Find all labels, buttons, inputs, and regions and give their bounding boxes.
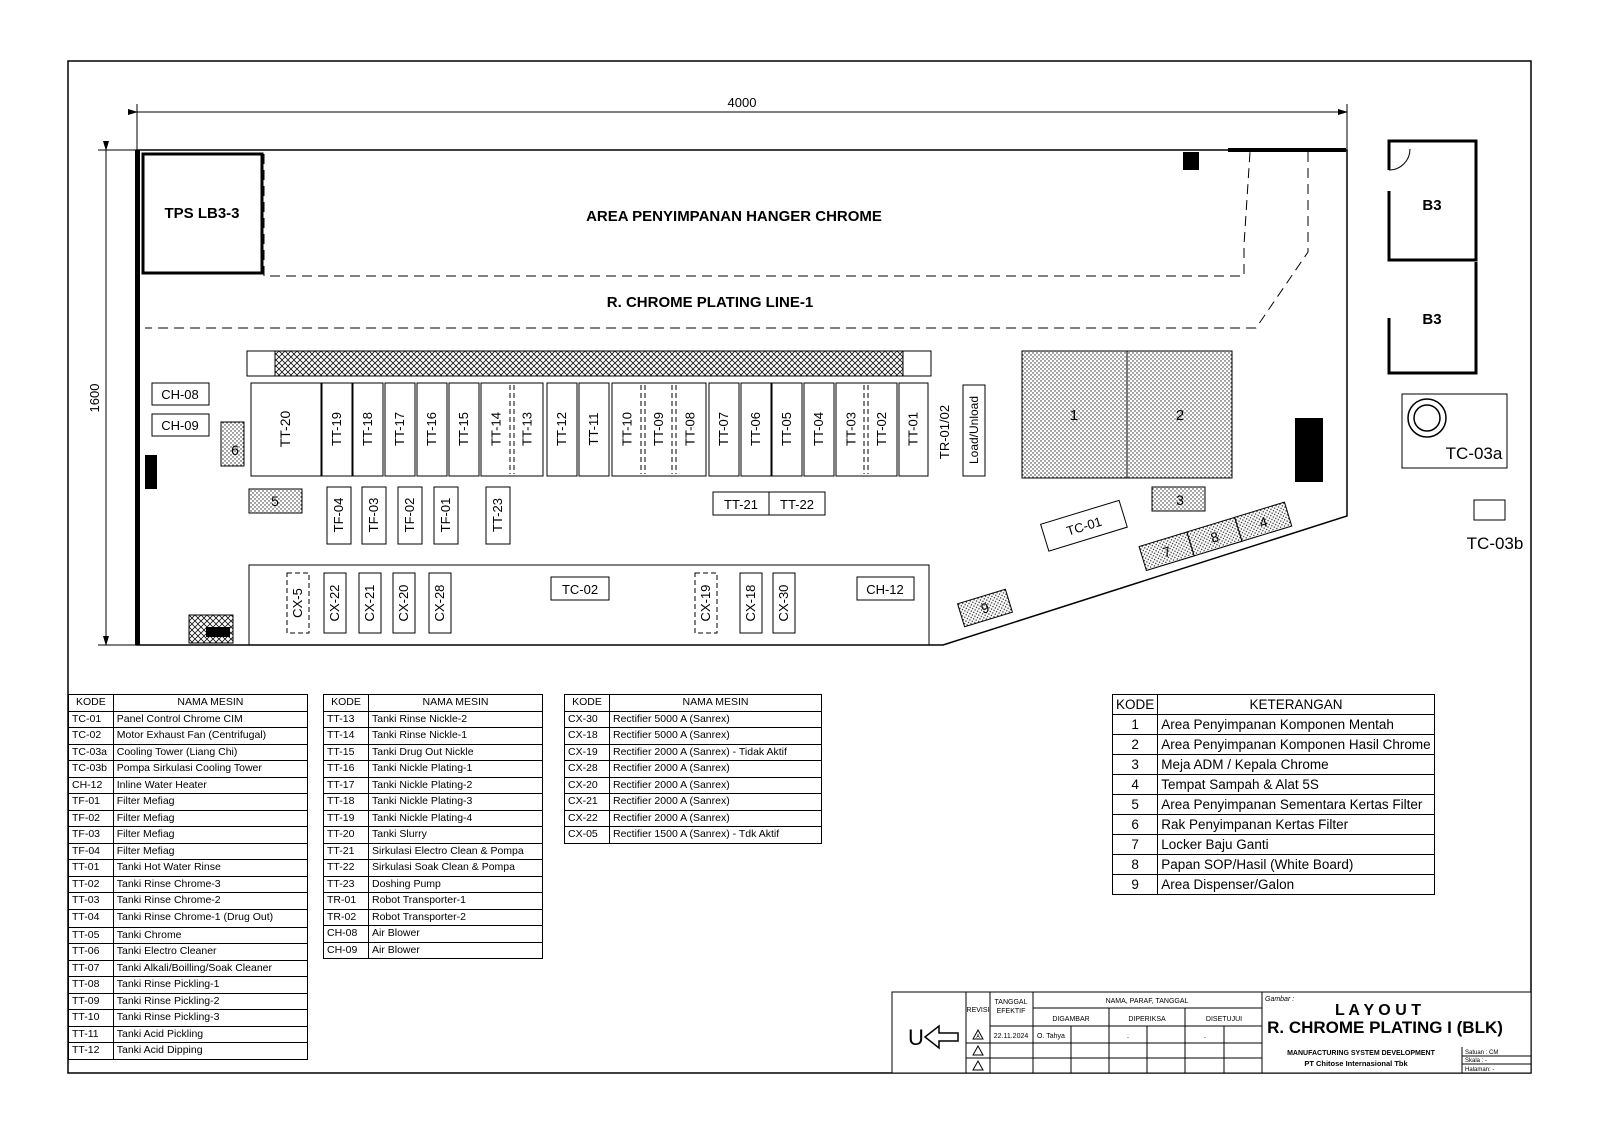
legend-code: TT-01 [69, 860, 114, 877]
legend-name: Area Penyimpanan Komponen Hasil Chrome [1158, 735, 1434, 755]
legend-code: TT-05 [69, 927, 114, 944]
legend-row [565, 794, 822, 811]
tank-label: TT-07 [716, 412, 731, 446]
conveyor-end-right [903, 351, 931, 376]
legend-row [69, 977, 308, 994]
tank-label: TT-03 [843, 412, 859, 446]
legend-name: Tanki Nickle Plating-1 [369, 761, 543, 778]
legend-header-name: NAMA MESIN [610, 695, 822, 712]
legend-code: TT-07 [69, 960, 114, 977]
legend-code: 7 [1113, 835, 1158, 855]
rectifier-label: CX-19 [698, 584, 713, 622]
legend-code: CH-12 [69, 777, 114, 794]
legend-name: Area Penyimpanan Sementara Kertas Filter [1158, 795, 1434, 815]
legend-name: Tempat Sampah & Alat 5S [1158, 775, 1434, 795]
legend-row [1113, 815, 1435, 835]
legend-row [324, 827, 543, 844]
hanger-label: AREA PENYIMPANAN HANGER CHROME [586, 208, 882, 225]
legend-code: TT-20 [324, 827, 369, 844]
ch-08-label: CH-08 [161, 387, 199, 402]
wall-unit [1183, 152, 1199, 170]
tank-label: TT-16 [424, 412, 439, 446]
legend-row [565, 744, 822, 761]
legend-row [69, 761, 308, 778]
legend-row [69, 993, 308, 1010]
legend-code: TT-19 [324, 810, 369, 827]
tank-label: TT-05 [779, 412, 794, 446]
dimension-width-label: 4000 [727, 95, 757, 110]
legend-name: Tanki Drug Out Nickle [369, 744, 543, 761]
legend-name: Filter Mefiag [113, 827, 307, 844]
tank-label: TT-06 [748, 412, 763, 446]
tank-label: TT-01 [905, 412, 921, 446]
machine-legend-1 [68, 694, 308, 1060]
legend-row [69, 711, 308, 728]
legend-row [69, 810, 308, 827]
legend-code: 1 [1113, 715, 1158, 735]
tt-21-label: TT-21 [724, 497, 758, 512]
legend-code: TR-01 [324, 893, 369, 910]
legend-code: 5 [1113, 795, 1158, 815]
tank-label: TT-13 [519, 412, 535, 446]
tc-01-group [1041, 500, 1128, 551]
disetujui-value: . [1203, 1031, 1207, 1040]
legend-row [324, 761, 543, 778]
legend-code: CX-21 [565, 794, 610, 811]
legend-name: Tanki Rinse Chrome-2 [113, 893, 307, 910]
tank-label: TT-14 [488, 412, 504, 446]
legend-code: TT-14 [324, 728, 369, 745]
legend-name: Rectifier 2000 A (Sanrex) [610, 810, 822, 827]
legend-name: Rectifier 5000 A (Sanrex) [610, 711, 822, 728]
tank-label: TT-15 [456, 412, 471, 446]
legend-row [324, 893, 543, 910]
rectifier-label: CX-5 [290, 588, 305, 618]
legend-header-name: NAMA MESIN [369, 695, 543, 712]
legend-code: TT-22 [324, 860, 369, 877]
revision-mark: A [976, 1034, 980, 1040]
filter-label: TF-01 [438, 497, 453, 533]
legend-name: Rectifier 2000 A (Sanrex) [610, 794, 822, 811]
tank-label: TT-20 [277, 410, 293, 448]
legend-code: TF-01 [69, 794, 114, 811]
ch-12-label: CH-12 [866, 582, 904, 597]
legend-code: TT-02 [69, 876, 114, 893]
legend-code: 2 [1113, 735, 1158, 755]
tanggal-label-1: TANGGAL [994, 999, 1028, 1006]
legend-name: Tanki Hot Water Rinse [113, 860, 307, 877]
legend-name: Papan SOP/Hasil (White Board) [1158, 855, 1434, 875]
filter-row [327, 487, 510, 544]
legend-name: Area Penyimpanan Komponen Mentah [1158, 715, 1434, 735]
zone-6-label: 6 [231, 442, 239, 458]
legend-name: Rectifier 2000 A (Sanrex) - Tidak Aktif [610, 744, 822, 761]
legend-code: CX-20 [565, 777, 610, 794]
disetujui-label: DISETUJUI [1205, 1016, 1243, 1023]
nama-paraf-label: NAMA, PARAF, TANGGAL [1105, 998, 1189, 1005]
legend-name: Tanki Alkali/Boilling/Soak Cleaner [113, 960, 307, 977]
zone-9-group [958, 589, 1013, 627]
legend-row [565, 728, 822, 745]
legend-name: Sirkulasi Soak Clean & Pompa [369, 860, 543, 877]
zone-2-label: 2 [1175, 407, 1185, 424]
legend-code: 6 [1113, 815, 1158, 835]
legend-code: 8 [1113, 855, 1158, 875]
tank-label: TT-02 [873, 412, 889, 446]
revisi-label: REVISI [966, 1007, 990, 1014]
wall-heater [145, 455, 157, 489]
tanggal-label-2: EFEKTIF [996, 1008, 1026, 1015]
filter-label: TF-03 [366, 497, 381, 533]
legend-row [69, 960, 308, 977]
rectifier-label: CX-20 [396, 584, 411, 622]
zone-5-label: 5 [271, 493, 279, 509]
legend-name: Rectifier 2000 A (Sanrex) [610, 761, 822, 778]
legend-row [69, 744, 308, 761]
legend-row [69, 944, 308, 961]
legend-row [1113, 735, 1435, 755]
legend-code: TT-12 [69, 1043, 114, 1060]
legend-code: TT-18 [324, 794, 369, 811]
legend-row [69, 909, 308, 927]
zone-8-label: 8 [1208, 528, 1221, 546]
legend-row [324, 876, 543, 893]
legend-code: TT-21 [324, 843, 369, 860]
department-label: MANUFACTURING SYSTEM DEVELOPMENT [1287, 1050, 1435, 1057]
legend-row [1113, 855, 1435, 875]
tank-label: TT-04 [811, 412, 826, 446]
legend-row [324, 860, 543, 877]
legend-name: Filter Mefiag [113, 843, 307, 860]
rectifier-label: CX-21 [362, 584, 377, 622]
drawer-name: O. Tahya [1037, 1033, 1065, 1040]
tank-label: TT-19 [329, 412, 344, 446]
legend-header-code: KODE [565, 695, 610, 712]
legend-code: TT-08 [69, 977, 114, 994]
rectifier-label: CX-22 [327, 584, 342, 622]
legend-row [324, 777, 543, 794]
legend-code: CX-28 [565, 761, 610, 778]
dimension-height-label: 1600 [87, 383, 102, 413]
legend-name: Cooling Tower (Liang Chi) [113, 744, 307, 761]
diperiksa-label: DIPERIKSA [1128, 1016, 1166, 1023]
load-unload-label: Load/Unload [967, 395, 981, 465]
b3-door [1389, 149, 1410, 170]
legend-name: Tanki Acid Pickling [113, 1026, 307, 1043]
b3-bottom-label: B3 [1422, 311, 1442, 328]
legend-row [565, 777, 822, 794]
filter-label: TF-04 [331, 497, 346, 533]
legend-code: TF-03 [69, 827, 114, 844]
cabinet [1295, 418, 1323, 482]
title-line-2: R. CHROME PLATING I (BLK) [1267, 1018, 1503, 1037]
tc-02-label: TC-02 [561, 582, 599, 597]
legend-row [1113, 775, 1435, 795]
legend-code: TT-03 [69, 893, 114, 910]
tank-label: TT-08 [682, 412, 698, 446]
legend-name: Robot Transporter-1 [369, 893, 543, 910]
halaman-label: Halaman: - [1465, 1067, 1495, 1073]
conveyor-end-left [247, 351, 275, 376]
legend-code: CX-18 [565, 728, 610, 745]
line-label: R. CHROME PLATING LINE-1 [606, 294, 814, 311]
legend-name: Panel Control Chrome CIM [113, 711, 307, 728]
company-label: PT Chitose Internasional Tbk [1304, 1059, 1408, 1068]
legend-row [69, 927, 308, 944]
tps-label: TPS LB3-3 [164, 205, 240, 222]
legend-code: TC-01 [69, 711, 114, 728]
satuan-label: Satuan : CM [1465, 1050, 1499, 1056]
legend-row [324, 794, 543, 811]
ch-09-label: CH-09 [161, 418, 199, 433]
legend-code: TT-09 [69, 993, 114, 1010]
legend-row [69, 827, 308, 844]
title-block [892, 992, 1531, 1073]
zone-4-label: 4 [1257, 513, 1270, 531]
zone-3-label: 3 [1176, 492, 1184, 508]
legend-name: Sirkulasi Electro Clean & Pompa [369, 843, 543, 860]
legend-code: 4 [1113, 775, 1158, 795]
top-wall-segment [1228, 148, 1346, 152]
legend-code: TC-03a [69, 744, 114, 761]
rectifier-label: CX-28 [432, 584, 447, 622]
effective-date: 22.11.2024 [993, 1033, 1029, 1040]
tank-label: TT-17 [392, 412, 407, 446]
legend-code: CH-09 [324, 942, 369, 959]
tt-22-label: TT-22 [780, 497, 814, 512]
legend-name: Rectifier 5000 A (Sanrex) [610, 728, 822, 745]
transporter-label: TR-01/02 [937, 404, 952, 460]
legend-code: TT-11 [69, 1026, 114, 1043]
machine-legend-3 [564, 694, 822, 844]
legend-name: Rectifier 2000 A (Sanrex) [610, 777, 822, 794]
zone-1-label: 1 [1069, 407, 1079, 424]
stair-block [206, 627, 230, 637]
legend-row [69, 843, 308, 860]
tc-03b-label: TC-03b [1466, 534, 1524, 553]
legend-row [1113, 755, 1435, 775]
legend-code: TT-23 [324, 876, 369, 893]
gambar-label: Gambar : [1265, 996, 1295, 1003]
legend-row [324, 942, 543, 959]
legend-code: 3 [1113, 755, 1158, 775]
legend-name: Inline Water Heater [113, 777, 307, 794]
legend-name: Tanki Nickle Plating-4 [369, 810, 543, 827]
conveyor [247, 351, 931, 376]
legend-row [565, 827, 822, 844]
legend-row [565, 711, 822, 728]
legend-code: TT-16 [324, 761, 369, 778]
rectifier-row [287, 573, 795, 633]
legend-code: CX-30 [565, 711, 610, 728]
tc-01-label: TC-01 [1064, 513, 1104, 539]
dimension-height [87, 150, 137, 645]
legend-name: Air Blower [369, 926, 543, 943]
legend-header-name: NAMA MESIN [113, 695, 307, 712]
tank-label: TT-11 [586, 412, 601, 446]
filter-label: TF-02 [402, 497, 417, 533]
legend-name: Air Blower [369, 942, 543, 959]
legend-name: Rak Penyimpanan Kertas Filter [1158, 815, 1434, 835]
legend-name: Tanki Electro Cleaner [113, 944, 307, 961]
zone-7-8-4-group [1139, 502, 1292, 570]
dimension-width [137, 95, 1347, 150]
legend-row [69, 893, 308, 910]
legend-name: Area Dispenser/Galon [1158, 875, 1434, 895]
keterangan-header-code: KODE [1113, 695, 1158, 715]
legend-row [565, 761, 822, 778]
legend-row [69, 1026, 308, 1043]
tc-03a-label: TC-03a [1445, 444, 1503, 463]
legend-code: TT-13 [324, 711, 369, 728]
legend-code: TF-04 [69, 843, 114, 860]
legend-code: TF-02 [69, 810, 114, 827]
keterangan-header-name: KETERANGAN [1158, 695, 1434, 715]
legend-name: Locker Baju Ganti [1158, 835, 1434, 855]
legend-row [1113, 795, 1435, 815]
legend-name: Tanki Rinse Nickle-2 [369, 711, 543, 728]
legend-header-code: KODE [69, 695, 114, 712]
filter-label: TT-23 [490, 498, 505, 532]
legend-code: TT-17 [324, 777, 369, 794]
legend-name: Tanki Acid Dipping [113, 1043, 307, 1060]
legend-row [69, 728, 308, 745]
legend-row [69, 1010, 308, 1027]
tank-label: TT-10 [619, 412, 635, 446]
legend-name: Tanki Nickle Plating-2 [369, 777, 543, 794]
legend-row [324, 909, 543, 926]
rectifier-label: CX-30 [776, 584, 791, 622]
left-wall [135, 150, 140, 645]
legend-name: Tanki Rinse Chrome-1 (Drug Out) [113, 909, 307, 927]
zone-9-label: 9 [978, 599, 992, 617]
tc-03b-box [1474, 500, 1505, 520]
legend-code: TT-15 [324, 744, 369, 761]
legend-row [324, 711, 543, 728]
legend-code: CX-05 [565, 827, 610, 844]
legend-row [69, 876, 308, 893]
legend-row [324, 744, 543, 761]
legend-row [69, 1043, 308, 1060]
legend-name: Tanki Rinse Pickling-2 [113, 993, 307, 1010]
legend-row [324, 728, 543, 745]
legend-code: CX-22 [565, 810, 610, 827]
legend-name: Tanki Rinse Pickling-3 [113, 1010, 307, 1027]
north-label: U [908, 1025, 924, 1050]
legend-code: TC-02 [69, 728, 114, 745]
legend-row [1113, 715, 1435, 735]
digambar-label: DIGAMBAR [1052, 1016, 1090, 1023]
legend-name: Tanki Rinse Pickling-1 [113, 977, 307, 994]
legend-name: Tanki Chrome [113, 927, 307, 944]
tank-line [251, 383, 928, 476]
legend-row [69, 860, 308, 877]
legend-name: Tanki Nickle Plating-3 [369, 794, 543, 811]
diperiksa-value: . [1126, 1031, 1130, 1040]
legend-name: Robot Transporter-2 [369, 909, 543, 926]
keterangan-legend [1112, 694, 1435, 895]
tank-label: TT-09 [651, 412, 666, 446]
legend-row [324, 810, 543, 827]
legend-code: TC-03b [69, 761, 114, 778]
legend-row [565, 810, 822, 827]
legend-name: Tanki Rinse Nickle-1 [369, 728, 543, 745]
legend-code: TT-04 [69, 909, 114, 927]
legend-name: Pompa Sirkulasi Cooling Tower [113, 761, 307, 778]
legend-name: Tanki Slurry [369, 827, 543, 844]
legend-name: Rectifier 1500 A (Sanrex) - Tdk Aktif [610, 827, 822, 844]
legend-row [324, 843, 543, 860]
legend-name: Filter Mefiag [113, 794, 307, 811]
legend-code: 9 [1113, 875, 1158, 895]
legend-name: Filter Mefiag [113, 810, 307, 827]
legend-name: Motor Exhaust Fan (Centrifugal) [113, 728, 307, 745]
title-line-1: L A Y O U T [1335, 1002, 1421, 1019]
legend-name: Doshing Pump [369, 876, 543, 893]
legend-name: Meja ADM / Kepala Chrome [1158, 755, 1434, 775]
legend-row [1113, 835, 1435, 855]
legend-code: CX-19 [565, 744, 610, 761]
legend-row [69, 794, 308, 811]
legend-code: CH-08 [324, 926, 369, 943]
rectifier-label: CX-18 [743, 584, 758, 622]
legend-row [69, 777, 308, 794]
legend-code: TR-02 [324, 909, 369, 926]
machine-legend-2 [323, 694, 543, 959]
legend-row [324, 926, 543, 943]
zone-7-label: 7 [1160, 542, 1173, 561]
legend-name: Tanki Rinse Chrome-3 [113, 876, 307, 893]
tank-label: TT-12 [554, 412, 569, 446]
legend-code: TT-10 [69, 1010, 114, 1027]
legend-row [1113, 875, 1435, 895]
legend-code: TT-06 [69, 944, 114, 961]
tank-label: TT-18 [360, 412, 375, 446]
skala-label: Skala : - [1465, 1058, 1488, 1064]
b3-top-label: B3 [1422, 197, 1442, 214]
legend-header-code: KODE [324, 695, 369, 712]
